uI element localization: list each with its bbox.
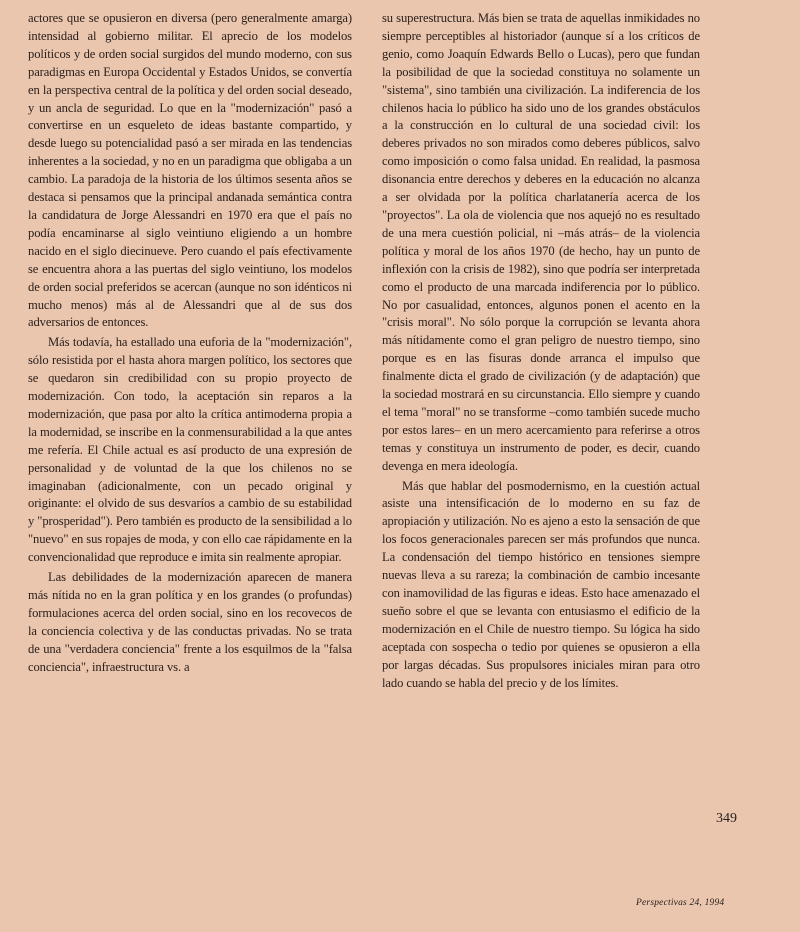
paragraph: Más todavía, ha estallado una euforia de la "modernización", sólo resistida por el hasta ahora margen político, los sectores que se quedaron sin credibilidad con su propio proyecto de modernización. Con todo, la aceptación sin reparos a la modernización, que pasa por alto la crítica antimoderna propia a la modernidad, se inscribe en la conmensurabilidad a la que antes me refería. El Chile actual es así producto de una expresión de personalidad y de voluntad de la que los chilenos no se imaginaban (adicionalmente, con un pecado original y originante: el olvido de sus desvaríos a cambio de su estabilidad y "prosperidad"). Pero también es producto de la sensibilidad a lo "nuevo" en sus ropajes de moda, y con ello cae rápidamente en la convencionalidad que reproduce e imita sin realmente apropiar. bbox=[28, 335, 352, 565]
footer-citation: Perspectivas 24, 1994 bbox=[636, 898, 725, 908]
paragraph: actores que se opusieron en diversa (pero generalmente amarga) intensidad al gobierno militar. El aprecio de los modelos políticos y de orden social surgidos del mundo moderno, con sus paradigmas en Europa Occidental y Estados Unidos, se convertía en la perspectiva central de la política y del orden social deseado, y un ancla de seguridad. Lo que en la "modernización" pasó a convertirse en un esqueleto de ideas bastante compartido, y desde luego su potencialidad pasó a ser mirada en las tendencias inherentes a la sociedad, y no en un paradigma que obligaba a un cambio. La paradoja de la historia de los últimos sesenta años se destaca si pensamos que la principal andanada semántica contra la candidatura de Jorge Alessandri en 1970 era que el país no podía encaminarse al siglo veintiuno eligiendo a un hombre nacido en el siglo diecinueve. Pero cuando el país efectivamente se encuentra ahora a las puertas del siglo veintiuno, los modelos de orden social preferidos se acercan (aunque no son idénticos ni mucho menos) más al de Alessandri que al de sus dos adversarios de entonces. bbox=[28, 11, 352, 330]
left-column bbox=[28, 10, 352, 679]
paragraph: su superestructura. Más bien se trata de aquellas inmikidades no siempre perceptibles al historiador (aunque sí a los críticos de genio, como Joaquín Edwards Bello o Lucas), pero que fundan la posibilidad de que la sociedad constituya no solamente un "sistema", sino también una civilización. La indiferencia de los chilenos hacia lo público ha sido uno de los grandes obstáculos a la construcción en lo cultural de una sociedad civil: los deberes privados no son mirados como deberes públicos, salvo como imposición o como falsa unidad. En realidad, la pasmosa disonancia entre derechos y deberes en la educación no alcanza a ser olvidada por la política charlatanería acerca de los "proyectos". La ola de violencia que nos aquejó no es resultado de una mera cuestión policial, ni –más atrás– de la violencia política y moral de los años 1970 (de hecho, hay un punto de inflexión con la crisis de 1982), sino que podría ser interpretada como el producto de una marcada indiferencia por lo público. No por casualidad, entonces, algunos ponen el acento en la "crisis moral". No sólo porque la corrupción se levanta ahora más nítidamente como el gran peligro de nuestro tiempo, sino porque es en las fisuras donde arranca el impulso que finalmente dicta el grado de civilización (y de adaptación) que la sociedad mostrará en su circunstancia. Ello siempre y cuando el tema "moral" no se transforme –como también sucede mucho por estos lares– en un mero acercamiento para referirse a otros temas y constituya un instrumento de poder, es decir, cuando devenga en mera ideología. bbox=[382, 11, 700, 473]
right-column bbox=[382, 10, 700, 694]
page-number: 349 bbox=[716, 811, 737, 826]
paragraph: Las debilidades de la modernización aparecen de manera más nítida no en la gran política y en los grandes (o profundas) formulaciones acerca del orden social, sino en los recovecos de la conciencia colectiva y de las conductas privadas. No se trata de una "verdadera conciencia" frente a los esquilmos de la "falsa conciencia", infraestructura vs. a bbox=[28, 570, 352, 674]
paragraph: Más que hablar del posmodernismo, en la cuestión actual asiste una intensificación de lo moderno en su faz de apropiación y utilización. No es ajeno a esto la sensación de que los focos generacionales parecen ser más profundos que nunca. La condensación del tiempo histórico en tensiones siempre nuevas lleva a su rareza; la combinación de cambio incesante con inamovilidad de las figuras e ideas. Esto hace amenazado el sueño sobre el que se levanta con entusiasmo el edificio de la modernización en el Chile de nuestro tiempo. Su lógica ha sido aceptada con sospecha o tedio por quienes se opusieron a ella por largas décadas. Sus propulsores iniciales miran para otro lado cuando se habla del precio y de los límites. bbox=[382, 478, 700, 690]
